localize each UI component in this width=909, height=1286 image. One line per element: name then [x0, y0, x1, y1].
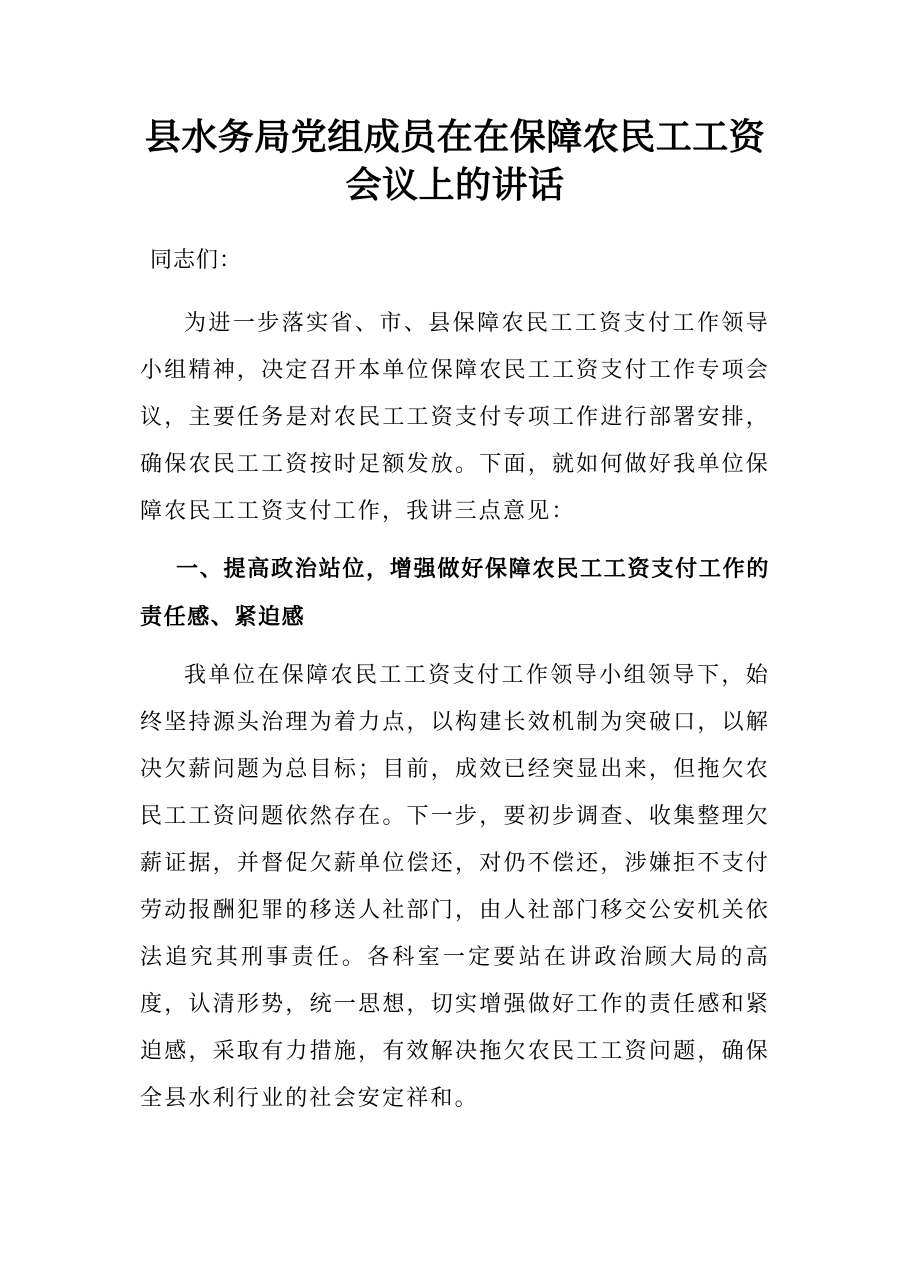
salutation: 同志们： — [150, 248, 243, 273]
section-heading-1: 一、提高政治站位，增强做好保障农民工工资支付工作的责任感、紧迫感 — [140, 556, 770, 630]
paragraph-section-1: 我单位在保障农民工工资支付工作领导小组领导下，始终坚持源头治理为着力点，以构建长效机制为突破口，以解决欠薪问题为总目标；目前，成效已经突显出来，但拖欠农民工工资问题依然存在。下一步，要初步调查、收集整理欠薪证据，并督促欠薪单位偿还，对仍不偿还，涉嫌拒不支付劳动报酬犯罪的移送人社部门，由人社部门移交公安机关依法追究其刑事责任。各科室一定要站在讲政治顾大局的高度，认清形势，统一思想，切实增强做好工作的责任感和紧迫感，采取有力措施，有效解决拖欠农民工工资问题，确保全县水利行业的社会安定祥和。 — [140, 663, 770, 1111]
paragraph-intro: 为进一步落实省、市、县保障农民工工资支付工作领导小组精神，决定召开本单位保障农民工工资支付工作专项会议，主要任务是对农民工工资支付专项工作进行部署安排，确保农民工工资按时足额发放。下面，就如何做好我单位保障农民工工资支付工作，我讲三点意见： — [140, 311, 770, 524]
document-title: 县水务局党组成员在在保障农民工工资会议上的讲话 — [144, 116, 766, 206]
